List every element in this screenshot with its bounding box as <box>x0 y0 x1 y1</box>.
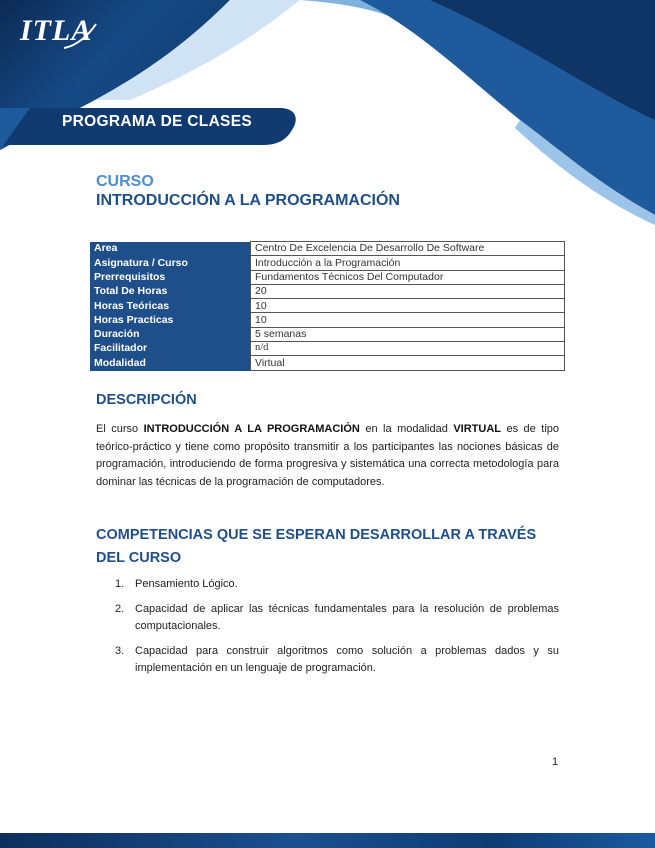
table-row <box>90 270 565 284</box>
list-item-number: 1. <box>115 578 125 590</box>
description-paragraph <box>96 421 559 491</box>
info-value: 5 semanas <box>251 327 565 341</box>
info-key: Total De Horas <box>90 284 251 298</box>
table-row <box>90 327 565 341</box>
info-value: Introducción a la Programación <box>251 256 565 270</box>
desc-course-name: INTRODUCCIÓN A LA PROGRAMACIÓN <box>143 423 360 435</box>
course-title: INTRODUCCIÓN A LA PROGRAMACIÓN <box>96 192 400 209</box>
list-item-number: 3. <box>115 645 125 657</box>
list-item-number: 2. <box>115 603 125 615</box>
table-row <box>90 242 565 256</box>
course-label: CURSO <box>96 173 154 190</box>
table-row <box>90 256 565 270</box>
info-value: 10 <box>251 299 565 313</box>
desc-modality: VIRTUAL <box>453 423 501 435</box>
list-item <box>96 601 559 635</box>
footer-bar <box>0 833 655 848</box>
info-key: Area <box>90 242 251 256</box>
info-key: Duración <box>90 327 251 341</box>
info-key: Horas Practicas <box>90 313 251 327</box>
logo-swoosh-icon <box>62 22 102 52</box>
info-value: Fundamentos Técnicos Del Computador <box>251 270 565 284</box>
desc-text: es de tipo teórico-práctico y tiene como propósito transmitir a los participantes las nociones básicas de programación, introduciendo de forma progresiva y sistemática una correcta metodología para dominar las técnicas de la programación de computadores. <box>96 423 560 488</box>
program-banner-title: PROGRAMA DE CLASES <box>62 113 252 130</box>
table-row <box>90 299 565 313</box>
competencies-heading: COMPETENCIAS QUE SE ESPERAN DESARROLLAR A TRAVÉS DEL CURSO <box>96 527 537 566</box>
info-key: Prerrequisitos <box>90 270 251 284</box>
list-item-text: Pensamiento Lógico. <box>135 578 238 590</box>
info-value: 10 <box>251 313 565 327</box>
list-item <box>96 643 559 677</box>
info-key: Asignatura / Curso <box>90 256 251 270</box>
info-key: Modalidad <box>90 356 251 370</box>
info-value: n/d <box>251 342 565 356</box>
itla-logo: ITLA <box>20 14 93 47</box>
description-heading: DESCRIPCIÓN <box>96 392 197 408</box>
info-key: Facilitador <box>90 342 251 356</box>
info-value: 20 <box>251 284 565 298</box>
info-key: Horas Teóricas <box>90 299 251 313</box>
competencies-list <box>96 576 559 685</box>
list-item-text: Capacidad para construir algoritmos como solución a problemas dados y su implementación en un lenguaje de programación. <box>135 645 559 674</box>
table-row <box>90 356 565 370</box>
list-item <box>96 576 559 593</box>
list-item-text: Capacidad de aplicar las técnicas fundamentales para la resolución de problemas computacionales. <box>135 603 559 632</box>
course-info-table <box>90 241 565 371</box>
table-row <box>90 284 565 298</box>
desc-text: en la modalidad <box>359 423 454 435</box>
table-row <box>90 313 565 327</box>
page-number: 1 <box>552 756 559 768</box>
info-value: Centro De Excelencia De Desarrollo De Software <box>251 242 565 256</box>
table-row <box>90 342 565 356</box>
desc-text: El curso <box>96 423 144 435</box>
info-value: Virtual <box>251 356 565 370</box>
